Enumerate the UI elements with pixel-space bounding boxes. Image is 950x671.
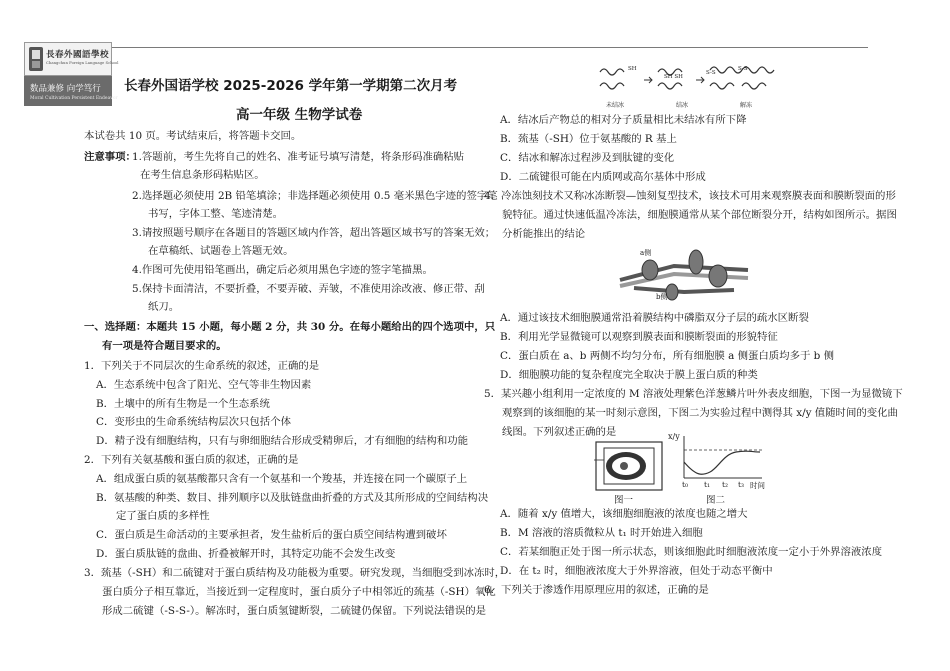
q2-option-b: B．氨基酸的种类、数目、排列顺序以及肽链盘曲折叠的方式及其所形成的空间结构决 bbox=[96, 492, 489, 504]
q4-side-b-label: b侧 bbox=[656, 293, 668, 301]
q5-cell-figure bbox=[590, 440, 668, 492]
q2-stem: 2．下列有关氨基酸和蛋白质的叙述，正确的是 bbox=[84, 454, 299, 466]
q5-fig2-tick-t0: t₀ bbox=[682, 480, 689, 489]
logo-motto-en: Moral Cultivation Persistent Endeavor bbox=[30, 96, 118, 101]
q5-fig2-tick-t3: t₃ bbox=[738, 480, 745, 489]
q5-option-d: D．在 t₂ 时，细胞液浓度大于外界溶液，但处于动态平衡中 bbox=[500, 565, 773, 577]
q5-fig2-caption: 图二 bbox=[706, 495, 726, 506]
q5-option-a: A．随着 x/y 值增大，该细胞细胞液的浓度也随之增大 bbox=[500, 508, 748, 520]
q3-option-a: A．结冰后产物总的相对分子质量相比未结冰有所下降 bbox=[500, 114, 747, 126]
q5-stem-cont: 观察到的该细胞的某一时刻示意图，下图二为实验过程中测得其 x/y 值随时间的变化曲 bbox=[502, 407, 898, 419]
intro-line: 本试卷共 10 页。考试结束后，将答题卡交回。 bbox=[84, 130, 302, 142]
q5-option-b: B．M 溶液的溶质微粒从 t₁ 时开始进入细胞 bbox=[500, 527, 703, 539]
q3-option-b: B．巯基（-SH）位于氨基酸的 R 基上 bbox=[500, 133, 677, 145]
logo-motto: 数品兼修 向学笃行 bbox=[30, 84, 101, 94]
q4-stem-cont: 分析能推出的结论 bbox=[502, 228, 586, 240]
q1-option-c: C．变形虫的生命系统结构层次只包括个体 bbox=[96, 416, 291, 428]
q2-option-b-cont: 定了蛋白质的多样性 bbox=[116, 510, 210, 522]
notice-item: 纸刀。 bbox=[148, 301, 180, 313]
section1-heading-cont: 有一项是符合题目要求的。 bbox=[102, 340, 227, 352]
q3-stem: 3．巯基（-SH）和二硫键对于蛋白质结构及功能极为重要。研究发现，当细胞受到冰冻时， bbox=[84, 567, 506, 579]
notice-item: 书写，字体工整、笔迹清楚。 bbox=[148, 208, 284, 220]
q5-fig2-tick-t2: t₂ bbox=[722, 480, 729, 489]
notice-item: 在草稿纸、试题卷上答题无效。 bbox=[148, 245, 294, 257]
q1-option-a: A．生态系统中包含了阳光、空气等非生物因素 bbox=[96, 379, 312, 391]
q3-stem-cont: 形成二硫键（-S-S-）。解冻时，蛋白质氢键断裂，二硫键仍保留。下列说法错误的是 bbox=[102, 605, 486, 617]
notice-label: 注意事项： bbox=[84, 151, 136, 163]
q3-chem-label: SH SH bbox=[664, 74, 683, 80]
notice-item: 在考生信息条形码粘贴区。 bbox=[140, 169, 265, 181]
school-crest-icon bbox=[28, 46, 44, 72]
q3-chem-label: SH bbox=[628, 66, 637, 72]
q5-stem-cont: 线图。下列叙述正确的是 bbox=[502, 426, 617, 438]
exam-title: 高一年级 生物学试卷 bbox=[236, 107, 363, 123]
q4-membrane-figure bbox=[614, 240, 754, 312]
q2-option-c: C．蛋白质是生命活动的主要承担者，发生盐析后的蛋白质空间结构遭到破坏 bbox=[96, 529, 447, 541]
header-rule bbox=[110, 47, 868, 48]
logo-school-name: 長春外國語學校 bbox=[46, 50, 110, 60]
q2-option-d: D．蛋白质肽链的盘曲、折叠被解开时，其特定功能不会发生改变 bbox=[96, 548, 396, 560]
q5-fig2-tick-t1: t₁ bbox=[704, 480, 711, 489]
q1-stem: 1．下列关于不同层次的生命系统的叙述，正确的是 bbox=[84, 360, 320, 372]
school-title: 长春外国语学校 2025-2026 学年第一学期第二次月考 bbox=[124, 78, 458, 94]
logo-school-en: Changchun Foreign Language School bbox=[46, 60, 119, 65]
q4-option-a: A．通过该技术细胞膜通常沿着膜结构中磷脂双分子层的疏水区断裂 bbox=[500, 312, 809, 324]
q4-option-b: B．利用光学显微镜可以观察到膜表面和膜断裂面的形貌特征 bbox=[500, 331, 778, 343]
notice-item: 5.保持卡面清洁，不要折叠，不要弄破、弄皱，不准使用涂改液、修正带、刮 bbox=[132, 283, 485, 295]
notice-item: 4.作图可先使用铅笔画出，确定后必须用黑色字迹的签字笔描黑。 bbox=[132, 264, 433, 276]
q3-option-d: D．二硫键很可能在内质网或高尔基体中形成 bbox=[500, 171, 706, 183]
q3-label-unfrozen: 未结冰 bbox=[606, 102, 625, 109]
notice-item: 3.请按照题号顺序在各题目的答题区域内作答，超出答题区域书写的答案无效； bbox=[132, 227, 496, 239]
q5-option-c: C．若某细胞正处于图一所示状态，则该细胞此时细胞液浓度一定小于外界溶液浓度 bbox=[500, 546, 883, 558]
q3-label-thawed: 解冻 bbox=[740, 102, 753, 109]
q4-stem: 4．冷冻蚀刻技术又称冰冻断裂—蚀刻复型技术，该技术可用来观察膜表面和膜断裂面的形 bbox=[484, 190, 896, 202]
q6-stem: 6．下列关于渗透作用原理应用的叙述，正确的是 bbox=[484, 584, 709, 596]
q4-option-d: D．细胞膜功能的复杂程度完全取决于膜上蛋白质的种类 bbox=[500, 369, 758, 381]
q5-fig2-ylabel: x/y bbox=[668, 432, 680, 441]
q4-side-a-label: a侧 bbox=[640, 249, 652, 257]
q3-stem-cont: 蛋白质分子相互靠近，当接近到一定程度时，蛋白质分子中相邻近的巯基（-SH）氧化 bbox=[102, 586, 496, 598]
q1-option-d: D．精子没有细胞结构，只有与卵细胞结合形成受精卵后，才有细胞的结构和功能 bbox=[96, 435, 468, 447]
q5-fig1-caption: 图一 bbox=[614, 495, 634, 506]
section1-heading: 一、选择题：本题共 15 小题，每小题 2 分，共 30 分。在每小题给出的四个选项中，只 bbox=[84, 321, 496, 333]
q3-option-c: C．结冰和解冻过程涉及到肽键的变化 bbox=[500, 152, 675, 164]
q3-label-frozen: 结冰 bbox=[676, 102, 689, 109]
q3-chem-label: S-S bbox=[738, 66, 748, 72]
q4-option-c: C．蛋白质在 a、b 两侧不均匀分布，所有细胞膜 a 侧蛋白质均多于 b 侧 bbox=[500, 350, 835, 362]
q4-stem-cont: 貌特征。通过快速低温冷冻法，细胞膜通常从某个部位断裂分开，结构如图所示。据图 bbox=[502, 209, 897, 221]
notice-item: 2.选择题必须使用 2B 铅笔填涂；非选择题必须使用 0.5 毫米黑色字迹的签字笔 bbox=[132, 190, 498, 202]
notice-item: 1.答题前，考生先将自己的姓名、准考证号填写清楚，将条形码准确粘贴 bbox=[132, 151, 465, 163]
q2-option-a: A．组成蛋白质的氨基酸都只含有一个氨基和一个羧基，并连接在同一个碳原子上 bbox=[96, 473, 468, 485]
q3-chem-label: S-S bbox=[706, 70, 716, 76]
q1-option-b: B．土壤中的所有生物是一个生态系统 bbox=[96, 398, 270, 410]
q5-fig2-xlabel: 时间 bbox=[750, 481, 765, 490]
q5-stem: 5．某兴趣小组利用一定浓度的 M 溶液处理紫色洋葱鳞片叶外表皮细胞，下图一为显微镜下 bbox=[484, 388, 903, 400]
